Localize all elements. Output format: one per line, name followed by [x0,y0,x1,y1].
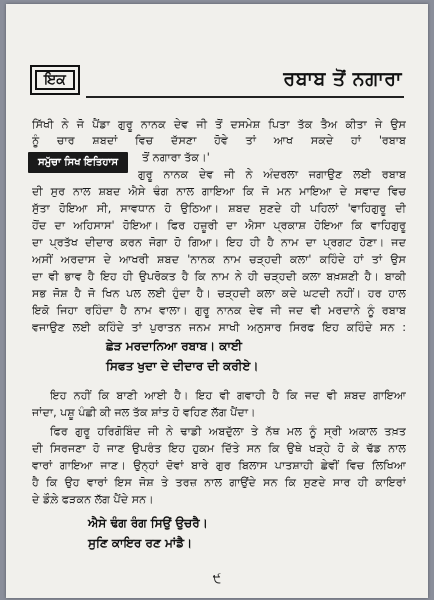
chapter-number: ਇਕ [35,70,75,90]
verse-line: ਛੇੜ ਮਰਦਾਨਿਆ ਰਬਾਬ। ਕਾਈ [106,339,243,353]
series-badge: ਸਮੁੱਚਾ ਸਿਖ ਇਤਿਹਾਸ [28,152,128,173]
paragraph-line: ਦੀ ਸਿਰਜਣਾ ਹੋ ਜਾਣ ਉਪਰੰਤ ਇਹ ਹੁਕਮ ਦਿੱਤੇ ਸਨ ਕਿ ਉਥੇ ਖੜ੍ਹੇ ਹੋ ਕੇ ਢੱਡ ਨਾਲ [32,442,406,455]
chapter-title: ਰਬਾਬ ਤੋਂ ਨਗਾਰਾ [283,68,402,90]
paragraph-line: ਦਾ ਵੀ ਭਾਵ ਹੈ ਇਹ ਹੀ ਉਪਰੋਕਤ ਹੈ ਕਿ ਨਾਮ ਨੇ ਹੀ ਚੜ੍ਹਦੀ ਕਲਾ ਬਖ਼ਸ਼ਣੀ ਹੈ। ਬਾਕੀ [32,270,406,283]
paragraph-line: ਹੈ ਕਿ ਉਹ ਵਾਰਾਂ ਇਸ ਜੋਸ਼ ਤੇ ਤਰਜ਼ ਨਾਲ ਗਾਉਂਦੇ ਸਨ ਕਿ ਸੁਣਦੇ ਸਾਰ ਹੀ ਕਾਇਰਾਂ [32,476,406,489]
paragraph-line: ਦੀ ਸੁਰ ਨਾਲ ਸ਼ਬਦ ਐਸੇ ਢੰਗ ਨਾਲ ਗਾਇਆ ਕਿ ਜੋ ਮਨ ਮਾਇਆ ਦੇ ਸਵਾਦ ਵਿਚ [32,185,406,198]
paragraph-line: ਤੋਂ ਨਗਾਰਾ ਤੱਕ।' [142,151,210,164]
verse-line: ਸਿਫਤ ਖੁਦਾ ਦੇ ਦੀਦਾਰ ਦੀ ਕਰੀਏ। [106,359,259,373]
paragraph-line: ਸੁੱਤਾ ਹੋਇਆ ਸੀ, ਸਾਵਧਾਨ ਹੋ ਉਠਿਆ। ਸ਼ਬਦ ਸੁਣਦੇ ਹੀ ਪਹਿਲਾਂ 'ਵਾਹਿਗੁਰੂ ਦੀ [32,202,406,215]
paragraph-line: ਅਸੀਂ ਅਰਦਾਸ ਦੇ ਆਖਰੀ ਸ਼ਬਦ 'ਨਾਨਕ ਨਾਮ ਚੜ੍ਹਦੀ ਕਲਾ' ਕਹਿੰਦੇ ਹਾਂ ਤਾਂ ਉਸ [32,253,406,266]
book-page [6,4,428,598]
paragraph-line: ਦਾ ਪ੍ਰਤੱਖ ਦੀਦਾਰ ਕਰਨ ਜੋਗਾ ਹੋ ਗਿਆ। ਇਹ ਹੀ ਹੈ ਨਾਮ ਦਾ ਪ੍ਰਗਟ ਹੋਣਾ। ਜਦ [32,236,406,249]
paragraph-line: ਵਾਰਾਂ ਗਾਇਆ ਜਾਣ। ਉਨ੍ਹਾਂ ਦੋਵਾਂ ਬਾਰੇ ਗੁਰ ਬਿਲਾਸ ਪਾਤਸ਼ਾਹੀ ਛੇਵੀਂ ਵਿਚ ਲਿਖਿਆ [32,459,406,472]
paragraph-line: ਹੋਂਦ ਦਾ ਅਹਿਸਾਸ' ਹੋਇਆ। ਫਿਰ ਹਜ਼ੂਰੀ ਦਾ ਐਸਾ ਪ੍ਰਕਾਸ਼ ਹੋਇਆ ਕਿ ਵਾਹਿਗੁਰੂ [32,219,406,232]
paragraph-line: ਵਜਾਉਣ ਲਈ ਕਹਿੰਦੇ ਤਾਂ ਪੁਰਾਤਨ ਜਨਮ ਸਾਖੀ ਅਨੁਸਾਰ ਸਿਰਫ ਇਹ ਕਹਿੰਦੇ ਸਨ : [32,321,406,334]
paragraph-line: ਸਭ ਜੋਸ਼ ਹੈ ਜੋ ਖਿਨ ਪਲ ਲਈ ਹੁੰਦਾ ਹੈ। ਚੜ੍ਹਦੀ ਕਲਾ ਕਦੇ ਘਟਦੀ ਨਹੀਂ। ਹਰ ਹਾਲ [32,287,406,300]
chapter-number-box [30,65,80,95]
paragraph-line: ਗੁਰੂ ਨਾਨਕ ਦੇਵ ਜੀ ਨੇ ਅੰਦਰਲਾ ਜਗਾਉਣ ਲਈ ਰਬਾਬ [138,168,406,181]
paragraph-line: ਦੇ ਡੌਲ਼ੇ ਫੜਕਨ ਲੱਗ ਪੈਂਦੇ ਸਨ। [32,493,154,506]
paragraph-line: ਇਹ ਨਹੀਂ ਕਿ ਬਾਣੀ ਆਈ ਹੈ। ਇਹ ਵੀ ਗਵਾਹੀ ਹੈ ਕਿ ਜਦ ਵੀ ਸ਼ਬਦ ਗਾਇਆ [50,389,406,402]
paragraph-line: ਸਿੱਖੀ ਨੇ ਜੋ ਪੈਂਡਾ ਗੁਰੂ ਨਾਨਕ ਦੇਵ ਜੀ ਤੋਂ ਦਸਮੇਸ਼ ਪਿਤਾ ਤੱਕ ਤੈਅ ਕੀਤਾ ਜੇ ਉਸ [32,118,406,131]
paragraph-line: ਜਾਂਦਾ, ਪਸ਼ੂ ਪੰਛੀ ਕੀ ਜਲ ਤੱਕ ਸ਼ਾਂਤ ਹੋ ਵਹਿਣ ਲੱਗ ਪੈਂਦਾ। [32,406,256,419]
title-underline [86,96,404,98]
paragraph-line: ਨੂੰ ਚਾਰ ਸ਼ਬਦਾਂ ਵਿਚ ਦੱਸਣਾ ਹੋਵੇ ਤਾਂ ਆਖ ਸਕਦੇ ਹਾਂ 'ਰਬਾਬ [32,134,406,147]
page-number: ੯ [212,572,222,587]
paragraph-line: ਇਕੋ ਜਿਹਾ ਰਹਿੰਦਾ ਹੈ ਨਾਮ ਵਾਲਾ। ਗੁਰੂ ਨਾਨਕ ਦੇਵ ਜੀ ਜਦ ਵੀ ਮਰਦਾਨੇ ਨੂੰ ਰਬਾਬ [32,304,406,317]
verse-line: ਸੁਣਿ ਕਾਇਰ ਰਣ ਮਾਂਡੈ। [88,536,193,550]
paragraph-line: ਫਿਰ ਗੁਰੂ ਹਰਿਗੋਬਿੰਦ ਜੀ ਨੇ ਢਾਡੀ ਅਬਦੁੱਲਾ ਤੇ ਨੱਥ ਮਲ ਨੂੰ ਸ੍ਰੀ ਅਕਾਲ ਤਖ਼ਤ [50,425,406,438]
verse-line: ਐਸੇ ਢੰਗ ਰੰਗ ਸਿਉਂ ਉਚਰੈ। [88,516,208,530]
